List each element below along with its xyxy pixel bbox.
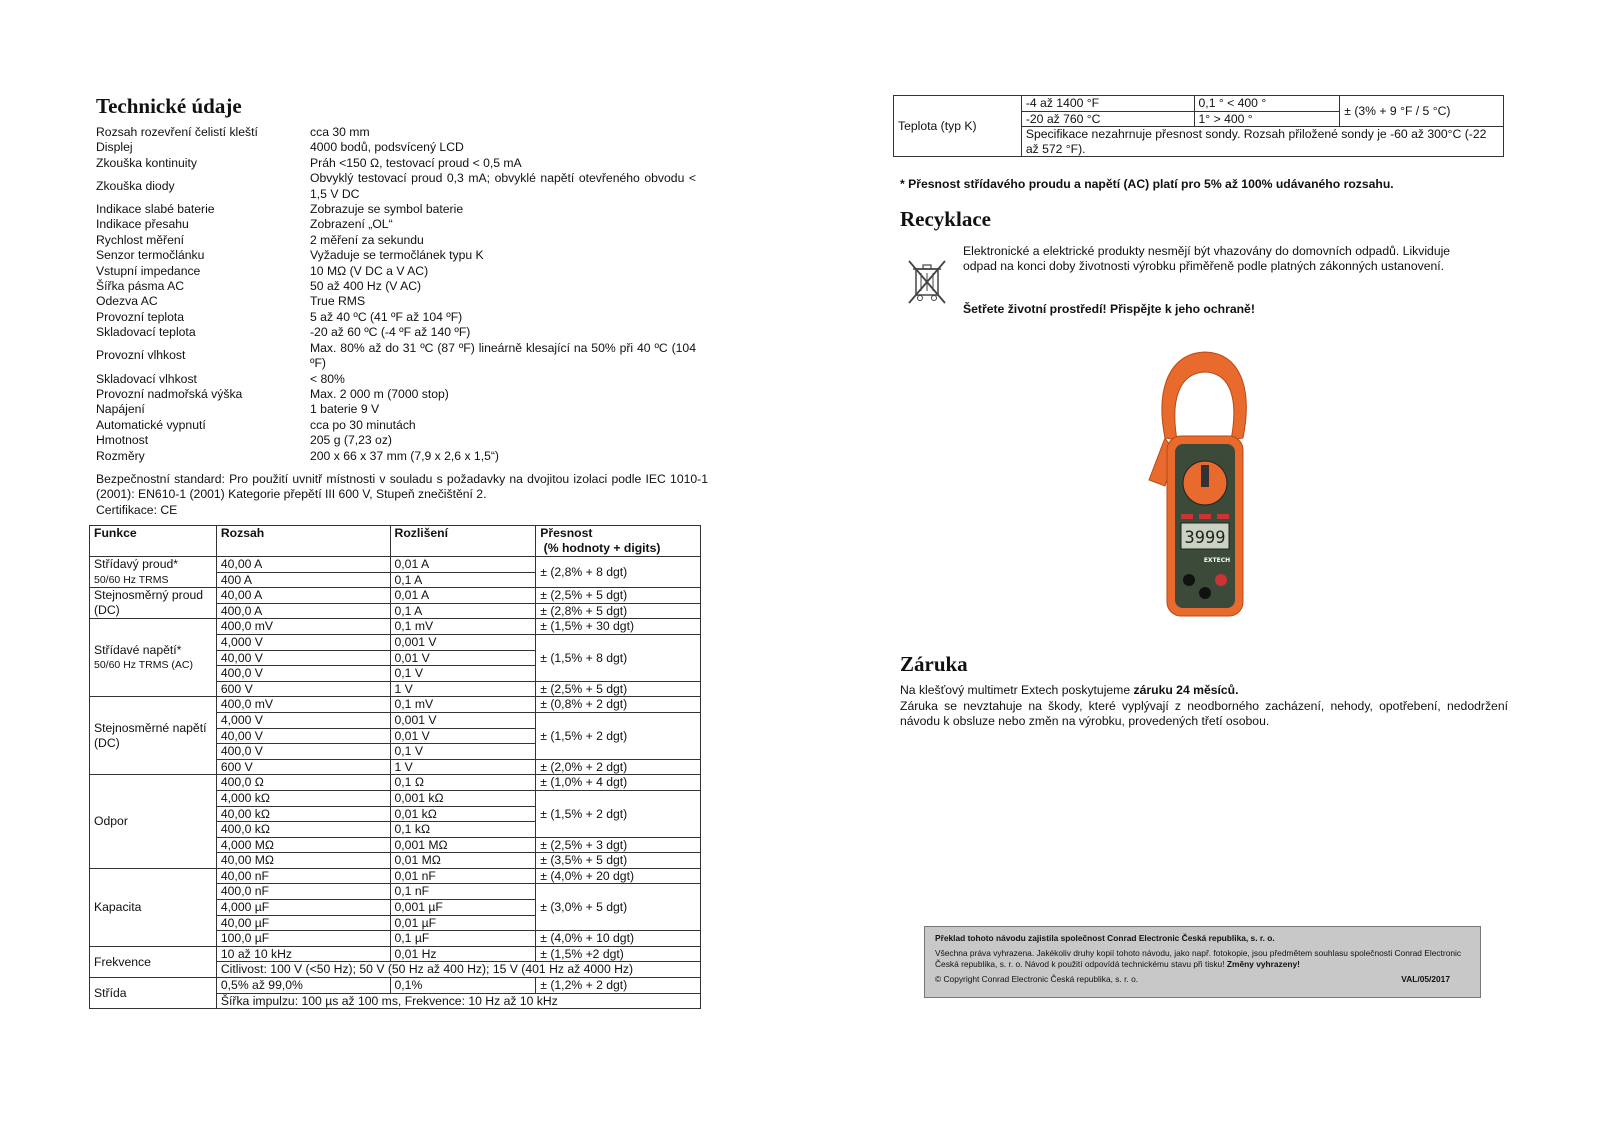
func-frequency: Frekvence: [90, 946, 217, 977]
range-cell: 40,00 A: [216, 557, 390, 573]
range-cell: 4,000 µF: [216, 900, 390, 916]
range-cell: 10 až 10 kHz: [216, 946, 390, 962]
spec-key: Rozsah rozevření čelistí kleští: [96, 125, 258, 139]
spec-key: Displej: [96, 140, 133, 155]
func-ac-voltage: [90, 619, 217, 697]
spec-row: [96, 125, 696, 140]
resolution-cell: 0,01 kΩ: [390, 806, 536, 822]
range-cell: 40,00 µF: [216, 915, 390, 931]
spec-row: [96, 310, 696, 325]
spec-row: [96, 387, 696, 402]
spec-row: [96, 156, 696, 171]
spec-value: Práh <150 Ω, testovací proud < 0,5 mA: [310, 155, 522, 170]
resolution-cell: 0,1 mV: [390, 619, 536, 635]
spec-value: Max. 80% až do 31 ºC (87 ºF) lineárně klesající na 50% při 40 ºC (104 ºF): [310, 340, 696, 371]
spec-row: [96, 433, 696, 448]
resolution-cell: 0,001 V: [390, 712, 536, 728]
func-sub: 50/60 Hz TRMS: [94, 573, 169, 586]
spec-key: Zkouška kontinuity: [96, 155, 197, 170]
spec-row: [96, 264, 696, 279]
resolution-cell: 0,01 MΩ: [390, 853, 536, 869]
range-cell: 400,0 V: [216, 666, 390, 682]
footer-line-2: [935, 948, 1470, 970]
resolution-cell: 0,1 Ω: [390, 775, 536, 791]
footer-line-2-bold: Změny vyhrazeny!: [1226, 959, 1300, 969]
accuracy-cell: ± (1,5% + 30 dgt): [536, 619, 701, 635]
resolution-cell: 1° > 400 °: [1194, 111, 1340, 127]
table-row: [90, 978, 701, 994]
func-temperature: Teplota (typ K): [894, 96, 1022, 157]
range-cell: 400,0 Ω: [216, 775, 390, 791]
spec-value: 10 MΩ (V DC a V AC): [310, 263, 429, 278]
resolution-cell: 0,1 mV: [390, 697, 536, 713]
th-accuracy-label: Přesnost: [540, 526, 593, 540]
spec-row: [96, 233, 696, 248]
resolution-cell: 0,001 V: [390, 634, 536, 650]
func-duty: Střída: [90, 978, 217, 1009]
spec-value: 50 až 400 Hz (V AC): [310, 279, 422, 294]
range-cell: 400,0 mV: [216, 619, 390, 635]
resolution-cell: 0,001 µF: [390, 900, 536, 916]
spec-key: Rozměry: [96, 448, 145, 463]
accuracy-cell: ± (0,8% + 2 dgt): [536, 697, 701, 713]
func-ac-current: [90, 557, 217, 588]
resolution-cell: 0,1 V: [390, 666, 536, 682]
footer-line-1: Překlad tohoto návodu zajistila společnost Conrad Electronic Česká republika, s. r. o.: [935, 933, 1275, 943]
warranty-title: Záruka: [900, 652, 968, 676]
th-accuracy: [536, 526, 701, 557]
spec-value: -20 až 60 ºC (-4 ºF až 140 ºF): [310, 325, 471, 340]
accuracy-cell: ± (4,0% + 10 dgt): [536, 931, 701, 947]
table-row: [90, 619, 701, 635]
spec-row: [96, 341, 696, 372]
accuracy-cell: ± (1,5% + 2 dgt): [536, 712, 701, 759]
accuracy-cell: ± (2,5% + 5 dgt): [536, 588, 701, 604]
spec-key: Hmotnost: [96, 433, 149, 448]
th-function: Funkce: [90, 526, 217, 557]
accuracy-cell: ± (2,5% + 3 dgt): [536, 837, 701, 853]
warranty-text: Záruka se nevztahuje na škody, které vyplývají z neodborného zacházení, nehody, opotřebení, nedodržení návodu k obsluze nebo změn na výrobku, provedených třetí osobou.: [900, 699, 1508, 729]
page-title: Technické údaje: [96, 94, 242, 118]
probe-note-cell: Specifikace nezahrnuje přesnost sondy. Rozsah přiložené sondy je -60 až 300°C (-22 až 572 °F).: [1021, 127, 1503, 157]
spec-key: Vstupní impedance: [96, 263, 201, 278]
range-cell: 400 A: [216, 572, 390, 588]
spec-key: Senzor termočlánku: [96, 248, 205, 263]
range-cell: 4,000 kΩ: [216, 790, 390, 806]
spec-key: Provozní nadmořská výška: [96, 386, 243, 401]
func-resistance: Odpor: [90, 775, 217, 869]
spec-table: [89, 525, 701, 1009]
recycle-title: Recyklace: [900, 207, 991, 231]
spec-row: [96, 279, 696, 294]
spec-key: Indikace přesahu: [96, 217, 189, 232]
range-cell: 400,0 A: [216, 603, 390, 619]
footer-line-3: [935, 974, 1470, 985]
spec-row: [96, 171, 696, 202]
range-cell: 4,000 V: [216, 634, 390, 650]
table-row: [90, 946, 701, 962]
range-cell: 400,0 nF: [216, 884, 390, 900]
func-dc-voltage: Stejnosměrné napětí (DC): [90, 697, 217, 775]
func-capacitance: Kapacita: [90, 868, 217, 946]
accuracy-cell: ± (1,0% + 4 dgt): [536, 775, 701, 791]
range-cell: 4,000 V: [216, 712, 390, 728]
accuracy-cell: ± (1,2% + 2 dgt): [536, 978, 701, 994]
spec-key: Rychlost měření: [96, 232, 185, 247]
resolution-cell: 0,001 MΩ: [390, 837, 536, 853]
range-cell: 400,0 mV: [216, 697, 390, 713]
resolution-cell: 0,1%: [390, 978, 536, 994]
spec-key: Šířka pásma AC: [96, 279, 185, 294]
resolution-cell: 0,1 ° < 400 °: [1194, 96, 1340, 112]
resolution-cell: 0,01 A: [390, 588, 536, 604]
footer-code: VAL/05/2017: [1401, 974, 1450, 984]
spec-value: 200 x 66 x 37 mm (7,9 x 2,6 x 1,5“): [310, 448, 499, 463]
spec-value: Zobrazuje se symbol baterie: [310, 202, 464, 217]
th-accuracy-sub: (% hodnoty + digits): [543, 540, 661, 555]
clamp-meter-image: [1135, 348, 1265, 628]
spec-row: [96, 217, 696, 232]
range-cell: -20 až 760 °C: [1021, 111, 1194, 127]
accuracy-cell: ± (1,5% + 2 dgt): [536, 790, 701, 837]
spec-row: [96, 294, 696, 309]
resolution-cell: 0,01 V: [390, 728, 536, 744]
accuracy-cell: ± (1,5% + 8 dgt): [536, 634, 701, 681]
spec-value: 5 až 40 ºC (41 ºF až 104 ºF): [310, 309, 463, 324]
resolution-cell: 1 V: [390, 759, 536, 775]
func-sub: 50/60 Hz TRMS (AC): [94, 659, 193, 672]
safety-standard: Bezpečnostní standard: Pro použití uvnitř místnosti v souladu s požadavky na dvojitou izolaci podle IEC 1010-1 (2001): EN610-1 (2001) Kategorie přepětí III 600 V, Stupeň znečištění 2.: [96, 472, 708, 502]
func-name: Střídavé napětí*: [94, 642, 182, 657]
range-cell: 0,5% až 99,0%: [216, 978, 390, 994]
range-cell: 40,00 V: [216, 650, 390, 666]
resolution-cell: 0,1 nF: [390, 884, 536, 900]
range-cell: 100,0 µF: [216, 931, 390, 947]
warranty-line: [900, 683, 1508, 698]
resolution-cell: 0,1 µF: [390, 931, 536, 947]
spec-key: Skladovací teplota: [96, 325, 196, 340]
pulse-cell: Šířka impulzu: 100 µs až 100 ms, Frekvence: 10 Hz až 10 kHz: [216, 993, 700, 1009]
table-header-row: [90, 526, 701, 557]
spec-value: 205 g (7,23 oz): [310, 433, 392, 448]
spec-value: cca 30 mm: [310, 125, 370, 139]
translation-footer: [924, 926, 1481, 998]
meter-display-text: 3999: [1184, 528, 1226, 548]
range-cell: 40,00 MΩ: [216, 853, 390, 869]
range-cell: 40,00 kΩ: [216, 806, 390, 822]
spec-value: Obvyklý testovací proud 0,3 mA; obvyklé napětí otevřeného obvodu < 1,5 V DC: [310, 171, 696, 201]
spec-key: Indikace slabé baterie: [96, 202, 215, 217]
range-cell: 40,00 A: [216, 588, 390, 604]
footer-line-2-text: Všechna práva vyhrazena. Jakékoliv druhy kopií tohoto návodu, jako např. fotokopie, jsou předmětem souhlasu společnosti Conrad Electronic Česká republika, s. r. o. Návod k použití odpovídá technickému stavu při tisku!: [935, 948, 1462, 969]
footer-copyright: © Copyright Conrad Electronic Česká republika, s. r. o.: [935, 974, 1139, 984]
accuracy-cell: ± (1,5% +2 dgt): [536, 946, 701, 962]
spec-value: 4000 bodů, podsvícený LCD: [310, 140, 464, 155]
range-cell: -4 až 1400 °F: [1021, 96, 1194, 112]
spec-row: [96, 418, 696, 433]
resolution-cell: 1 V: [390, 681, 536, 697]
accuracy-cell: ± (3,0% + 5 dgt): [536, 884, 701, 931]
resolution-cell: 0,01 A: [390, 557, 536, 573]
spec-list: [96, 125, 696, 464]
warranty-bold: záruku 24 měsíců.: [1133, 683, 1239, 697]
func-name: Střídavý proud*: [94, 557, 179, 571]
ac-accuracy-note: * Přesnost střídavého proudu a napětí (AC) platí pro 5% až 100% udávaného rozsahu.: [900, 177, 1394, 191]
spec-row: [96, 449, 696, 464]
spec-value: Zobrazení „OL“: [310, 217, 393, 232]
accuracy-cell: ± (3,5% + 5 dgt): [536, 853, 701, 869]
accuracy-cell: ± (3% + 9 °F / 5 °C): [1340, 96, 1504, 127]
resolution-cell: 0,1 V: [390, 744, 536, 760]
spec-key: Provozní vlhkost: [96, 348, 186, 363]
accuracy-cell: ± (2,5% + 5 dgt): [536, 681, 701, 697]
table-row: [894, 96, 1504, 112]
range-cell: 600 V: [216, 759, 390, 775]
th-range: Rozsah: [216, 526, 390, 557]
resolution-cell: 0,1 A: [390, 603, 536, 619]
resolution-cell: 0,01 Hz: [390, 946, 536, 962]
table-row: [90, 868, 701, 884]
resolution-cell: 0,01 nF: [390, 868, 536, 884]
range-cell: 600 V: [216, 681, 390, 697]
accuracy-cell: ± (2,0% + 2 dgt): [536, 759, 701, 775]
accuracy-cell: ± (2,8% + 5 dgt): [536, 603, 701, 619]
resolution-cell: 0,001 kΩ: [390, 790, 536, 806]
table-row: [90, 557, 701, 573]
table-row: [90, 697, 701, 713]
spec-value: Vyžaduje se termočlánek typu K: [310, 248, 484, 263]
accuracy-cell: ± (4,0% + 20 dgt): [536, 868, 701, 884]
spec-row: [96, 402, 696, 417]
spec-row: [96, 372, 696, 387]
spec-row: [96, 325, 696, 340]
recycle-bold: Šetřete životní prostředí! Přispějte k jeho ochraně!: [963, 302, 1255, 316]
range-cell: 40,00 nF: [216, 868, 390, 884]
resolution-cell: 0,1 kΩ: [390, 822, 536, 838]
spec-row: [96, 202, 696, 217]
spec-key: Napájení: [96, 402, 145, 417]
func-dc-current: Stejnosměrný proud (DC): [90, 588, 217, 619]
spec-value: 1 baterie 9 V: [310, 402, 380, 417]
range-cell: 400,0 kΩ: [216, 822, 390, 838]
table-row: [90, 588, 701, 604]
spec-row: [96, 248, 696, 263]
table-row: [90, 775, 701, 791]
meter-brand: EXTECH: [1203, 557, 1231, 564]
resolution-cell: 0,01 V: [390, 650, 536, 666]
spec-value: 2 měření za sekundu: [310, 232, 424, 247]
spec-value: True RMS: [310, 294, 366, 309]
range-cell: 400,0 V: [216, 744, 390, 760]
certification: Certifikace: CE: [96, 503, 178, 517]
warranty-pre: Na klešťový multimetr Extech poskytujeme: [900, 683, 1134, 697]
spec-key: Skladovací vlhkost: [96, 371, 197, 386]
spec-value: < 80%: [310, 371, 345, 386]
spec-key: Provozní teplota: [96, 309, 185, 324]
resolution-cell: 0,1 A: [390, 572, 536, 588]
accuracy-cell: ± (2,8% + 8 dgt): [536, 557, 701, 588]
sensitivity-cell: Citlivost: 100 V (<50 Hz); 50 V (50 Hz až 400 Hz); 15 V (401 Hz až 4000 Hz): [216, 962, 700, 978]
spec-row: [96, 140, 696, 155]
spec-key: Automatické vypnutí: [96, 417, 206, 432]
range-cell: 40,00 V: [216, 728, 390, 744]
recycle-text: Elektronické a elektrické produkty nesmějí být vhazovány do domovních odpadů. Likviduje odpad na konci doby životnosti výrobku přiměřeně podle platných zákonných ustanovení.: [963, 244, 1451, 274]
th-resolution: Rozlišení: [390, 526, 536, 557]
spec-value: cca po 30 minutách: [310, 417, 416, 432]
weee-bin-icon: [903, 257, 951, 305]
spec-value: Max. 2 000 m (7000 stop): [310, 386, 449, 401]
resolution-cell: 0,01 µF: [390, 915, 536, 931]
spec-key: Odezva AC: [96, 294, 158, 309]
temp-table: [893, 95, 1504, 157]
range-cell: 4,000 MΩ: [216, 837, 390, 853]
spec-key: Zkouška diody: [96, 178, 175, 193]
